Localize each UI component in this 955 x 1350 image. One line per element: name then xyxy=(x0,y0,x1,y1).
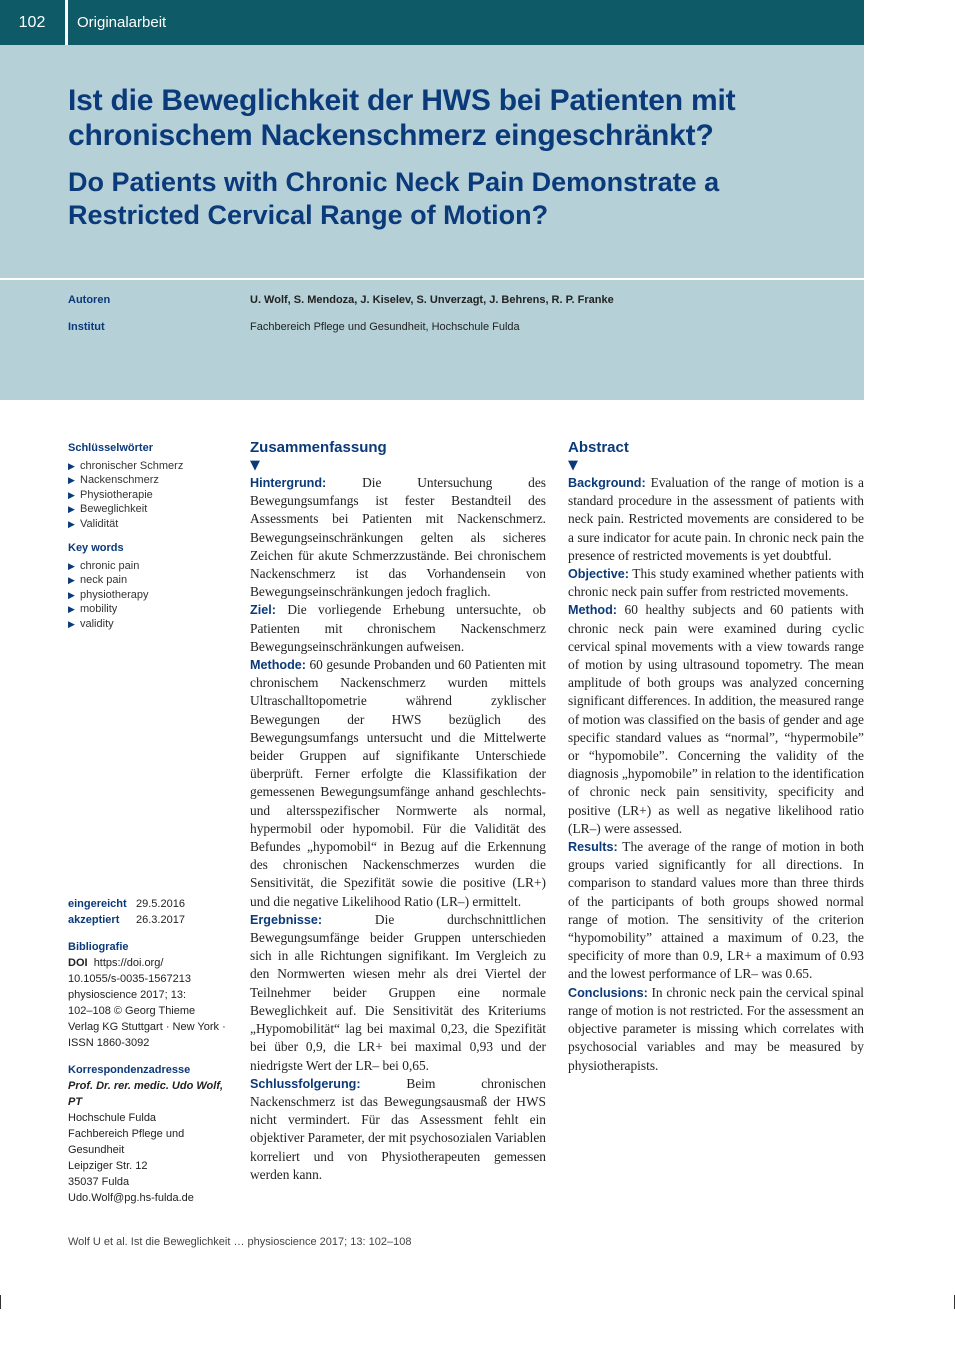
abstract-heading: Abstract xyxy=(568,439,629,456)
list-item: ▶ Physiotherapie xyxy=(68,488,153,501)
title-box xyxy=(0,45,864,278)
section-label: Originalarbeit xyxy=(77,14,167,31)
title-english: Do Patients with Chronic Neck Pain Demonstrate a Restricted Cervical Range of Motion? xyxy=(68,167,720,230)
publication-info xyxy=(68,896,233,1206)
triangle-right-icon: ▶ xyxy=(68,575,75,585)
footer-citation: Wolf U et al. Ist die Beweglichkeit … physioscience 2017; 13: 102–108 xyxy=(68,1236,412,1248)
list-item: ▶ mobility xyxy=(68,603,118,615)
triangle-right-icon: ▶ xyxy=(68,489,75,500)
zusammenfassung-heading: Zusammenfassung xyxy=(250,439,387,456)
bib-line: Verlag KG Stuttgart · New York · xyxy=(68,1021,226,1033)
objective-paragraph: Objective: This study examined whether patients with chronic neck pain suffer from restricted movements. xyxy=(568,566,864,600)
accepted-row: akzeptiert 26.3.2017 xyxy=(68,914,185,926)
ergebnisse-paragraph: Ergebnisse: Die durchschnittlichen Bewegungsumfänge beider Gruppen unterschieden sich in alle Richtungen signifikant. Im Vergleich zu den Normwerten wiesen mehr als drei Viertel der Teilnehmer beider Gruppen eine normale Beweglichkeit auf. Die Sensitivität des Kriteriums „Hypomobilität“ lag bei maximal 0,23, die Spezifität bei über 0,9, die LR+ bei maximal 0,93 und der niedrigste Wert der LR– bei 0,65. xyxy=(250,911,546,1073)
correspondence-name-2: PT xyxy=(68,1096,83,1108)
hintergrund-paragraph: Hintergrund: Die Untersuchung des Bewegungsumfangs ist fester Bestandteil des Assessments bei Patienten mit Nackenschmerz. Bewegungseinschränkungen gelten als sicheres Zeichen für akute Schmerzzustände. Bei chronischem Nackenschmerz ist das Vorhandensein von Bewegungseinschränkungen jedoch fraglich. xyxy=(250,475,546,600)
bib-line: ISSN 1860-3092 xyxy=(68,1037,150,1049)
page-number: 102 xyxy=(18,14,46,31)
methode-paragraph: Methode: 60 gesunde Probanden und 60 Patienten mit chronischem Nackenschmerz wurden mittels Ultraschalltopometrie während zyklischer Bewegungen der HWS bezüglich des Bewegungsumfangs untersucht und die Mittelwerte beider Gruppen auf signifikante Unterschiede überprüft. Ferner erfolgte die Klassifikation der gemessenen Bewegungsumfänge anhand geschlechts- und altersspezifischer Normwerte als normal, hypermobil oder hypomobil. Für die Validität des Befundes „hypomobil“ in Bezug auf die Erkennung des chronischen Nackenschmerzes wurden die Sensitivität, die Spezifität sowie die positive (LR+) und die negative Likelihood Ratio (LR–) ermittelt. xyxy=(250,657,546,909)
keywords-block xyxy=(68,441,233,631)
triangle-right-icon: ▶ xyxy=(68,618,75,629)
list-item: ▶ chronischer Schmerz xyxy=(68,459,184,472)
address-line: 35037 Fulda xyxy=(68,1176,130,1188)
keywords-de-label: Schlüsselwörter xyxy=(68,442,153,454)
correspondence-label: Korrespondenzadresse xyxy=(68,1064,191,1076)
triangle-right-icon: ▶ xyxy=(68,518,75,529)
address-line: Gesundheit xyxy=(68,1144,125,1156)
zusammenfassung-column xyxy=(250,438,546,1184)
header-divider xyxy=(65,0,68,45)
abstract-column xyxy=(568,438,864,1075)
address-line: Hochschule Fulda xyxy=(68,1112,157,1124)
triangle-right-icon: ▶ xyxy=(68,589,75,600)
authors-label: Autoren xyxy=(68,294,111,306)
triangle-right-icon: ▶ xyxy=(68,604,75,614)
background-paragraph: Background: Evaluation of the range of motion is a standard procedure in the assessment of patients with neck pain. Restricted movements are considered to be a sure indicator for acute pain. In chronic neck pain the presence of restricted movements is yet doubtful. xyxy=(568,475,864,563)
list-item: ▶ Nackenschmerz xyxy=(68,474,159,486)
list-item: ▶ validity xyxy=(68,617,114,630)
address-line: Fachbereich Pflege und xyxy=(68,1128,185,1140)
triangle-right-icon: ▶ xyxy=(68,504,75,514)
authors: U. Wolf, S. Mendoza, J. Kiselev, S. Unverzagt, J. Behrens, R. P. Franke xyxy=(250,294,614,306)
triangle-right-icon: ▶ xyxy=(68,460,75,471)
doi-line: DOI https://doi.org/ xyxy=(68,957,164,969)
list-item: ▶ Beweglichkeit xyxy=(68,503,148,515)
conclusions-paragraph: Conclusions: In chronic neck pain the cervical spinal range of motion is not restricted. For the assessment an objective parameter is missing which correlates with psychosocial variables and may be measured by physiotherapists. xyxy=(568,984,864,1073)
address-line: Leipziger Str. 12 xyxy=(68,1160,148,1172)
list-item: ▶ Validität xyxy=(68,517,119,530)
method-paragraph: Method: 60 healthy subjects and 60 patients with chronic neck pain were examined during cyclic cervical spinal movements with a view towards range of motion by using ultrasound topometry. The mean amplitude of both groups was analyzed concerning significant differences. In addition, the measured range of motion was classified on the basis of gender and age specific standard values as “normal”, “hypermobile” or “hypomobile”. Concerning the validity of the diagnosis „hypomobile” in relation to the identification of chronic neck pain sensitivity, specificity and positive (LR+) as well as negative likelihood ratio (LR–) were assessed. xyxy=(568,602,865,836)
institute-label: Institut xyxy=(68,321,105,333)
list-item: ▶ chronic pain xyxy=(68,559,140,572)
doi-link[interactable]: https://doi.org/ xyxy=(93,957,164,969)
results-paragraph: Results: The average of the range of motion in both groups varied significantly for all directions. In comparison to standard values more than three thirds of the participants of both groups showed normal range of motion. The sensitivity of the criterion “hypomobility” attained a maximum of 0.23, the specificity of more than 0.9, LR+ a maximum of 0.93 and the lowest performance of LR– was 0.65. xyxy=(568,839,865,982)
triangle-down-icon: ▼ xyxy=(568,458,578,473)
triangle-right-icon: ▶ xyxy=(68,560,75,571)
bib-line: physioscience 2017; 13: xyxy=(68,989,187,1001)
bibliography-label: Bibliografie xyxy=(68,941,129,953)
keywords-en-label: Key words xyxy=(68,542,124,554)
triangle-down-icon: ▼ xyxy=(250,458,260,473)
list-item: ▶ physiotherapy xyxy=(68,588,149,601)
crop-mark xyxy=(0,1295,1,1309)
keywords-en-list xyxy=(68,559,233,632)
email-link[interactable]: Udo.Wolf@pg.hs-fulda.de xyxy=(68,1192,194,1204)
doi-line-2[interactable]: 10.1055/s-0035-1567213 xyxy=(68,973,191,985)
ziel-paragraph: Ziel: Die vorliegende Erhebung untersuchte, ob Patienten mit chronischem Nackenschmerz Bewegungseinschränkungen aufweisen. xyxy=(250,602,547,654)
title-german: Ist die Beweglichkeit der HWS bei Patienten mit chronischem Nackenschmerz eingeschränkt? xyxy=(68,84,736,152)
institute: Fachbereich Pflege und Gesundheit, Hochschule Fulda xyxy=(250,321,520,333)
received-row: eingereicht 29.5.2016 xyxy=(68,898,185,910)
schlussfolgerung-paragraph: Schlussfolgerung: Beim chronischen Nackenschmerz ist das Bewegungsausmaß der HWS nicht vermindert. Für das Assessment fehlt ein objektiver Parameter, der mit psychosozialen Variablen korreliert und von Physiotherapeuten gemessen werden kann. xyxy=(250,1075,546,1182)
keywords-de-list xyxy=(68,459,233,532)
bib-line: 102–108 © Georg Thieme xyxy=(68,1005,196,1017)
list-item: ▶ neck pain xyxy=(68,574,128,586)
correspondence-name: Prof. Dr. rer. medic. Udo Wolf, xyxy=(68,1080,224,1092)
triangle-right-icon: ▶ xyxy=(68,475,75,485)
